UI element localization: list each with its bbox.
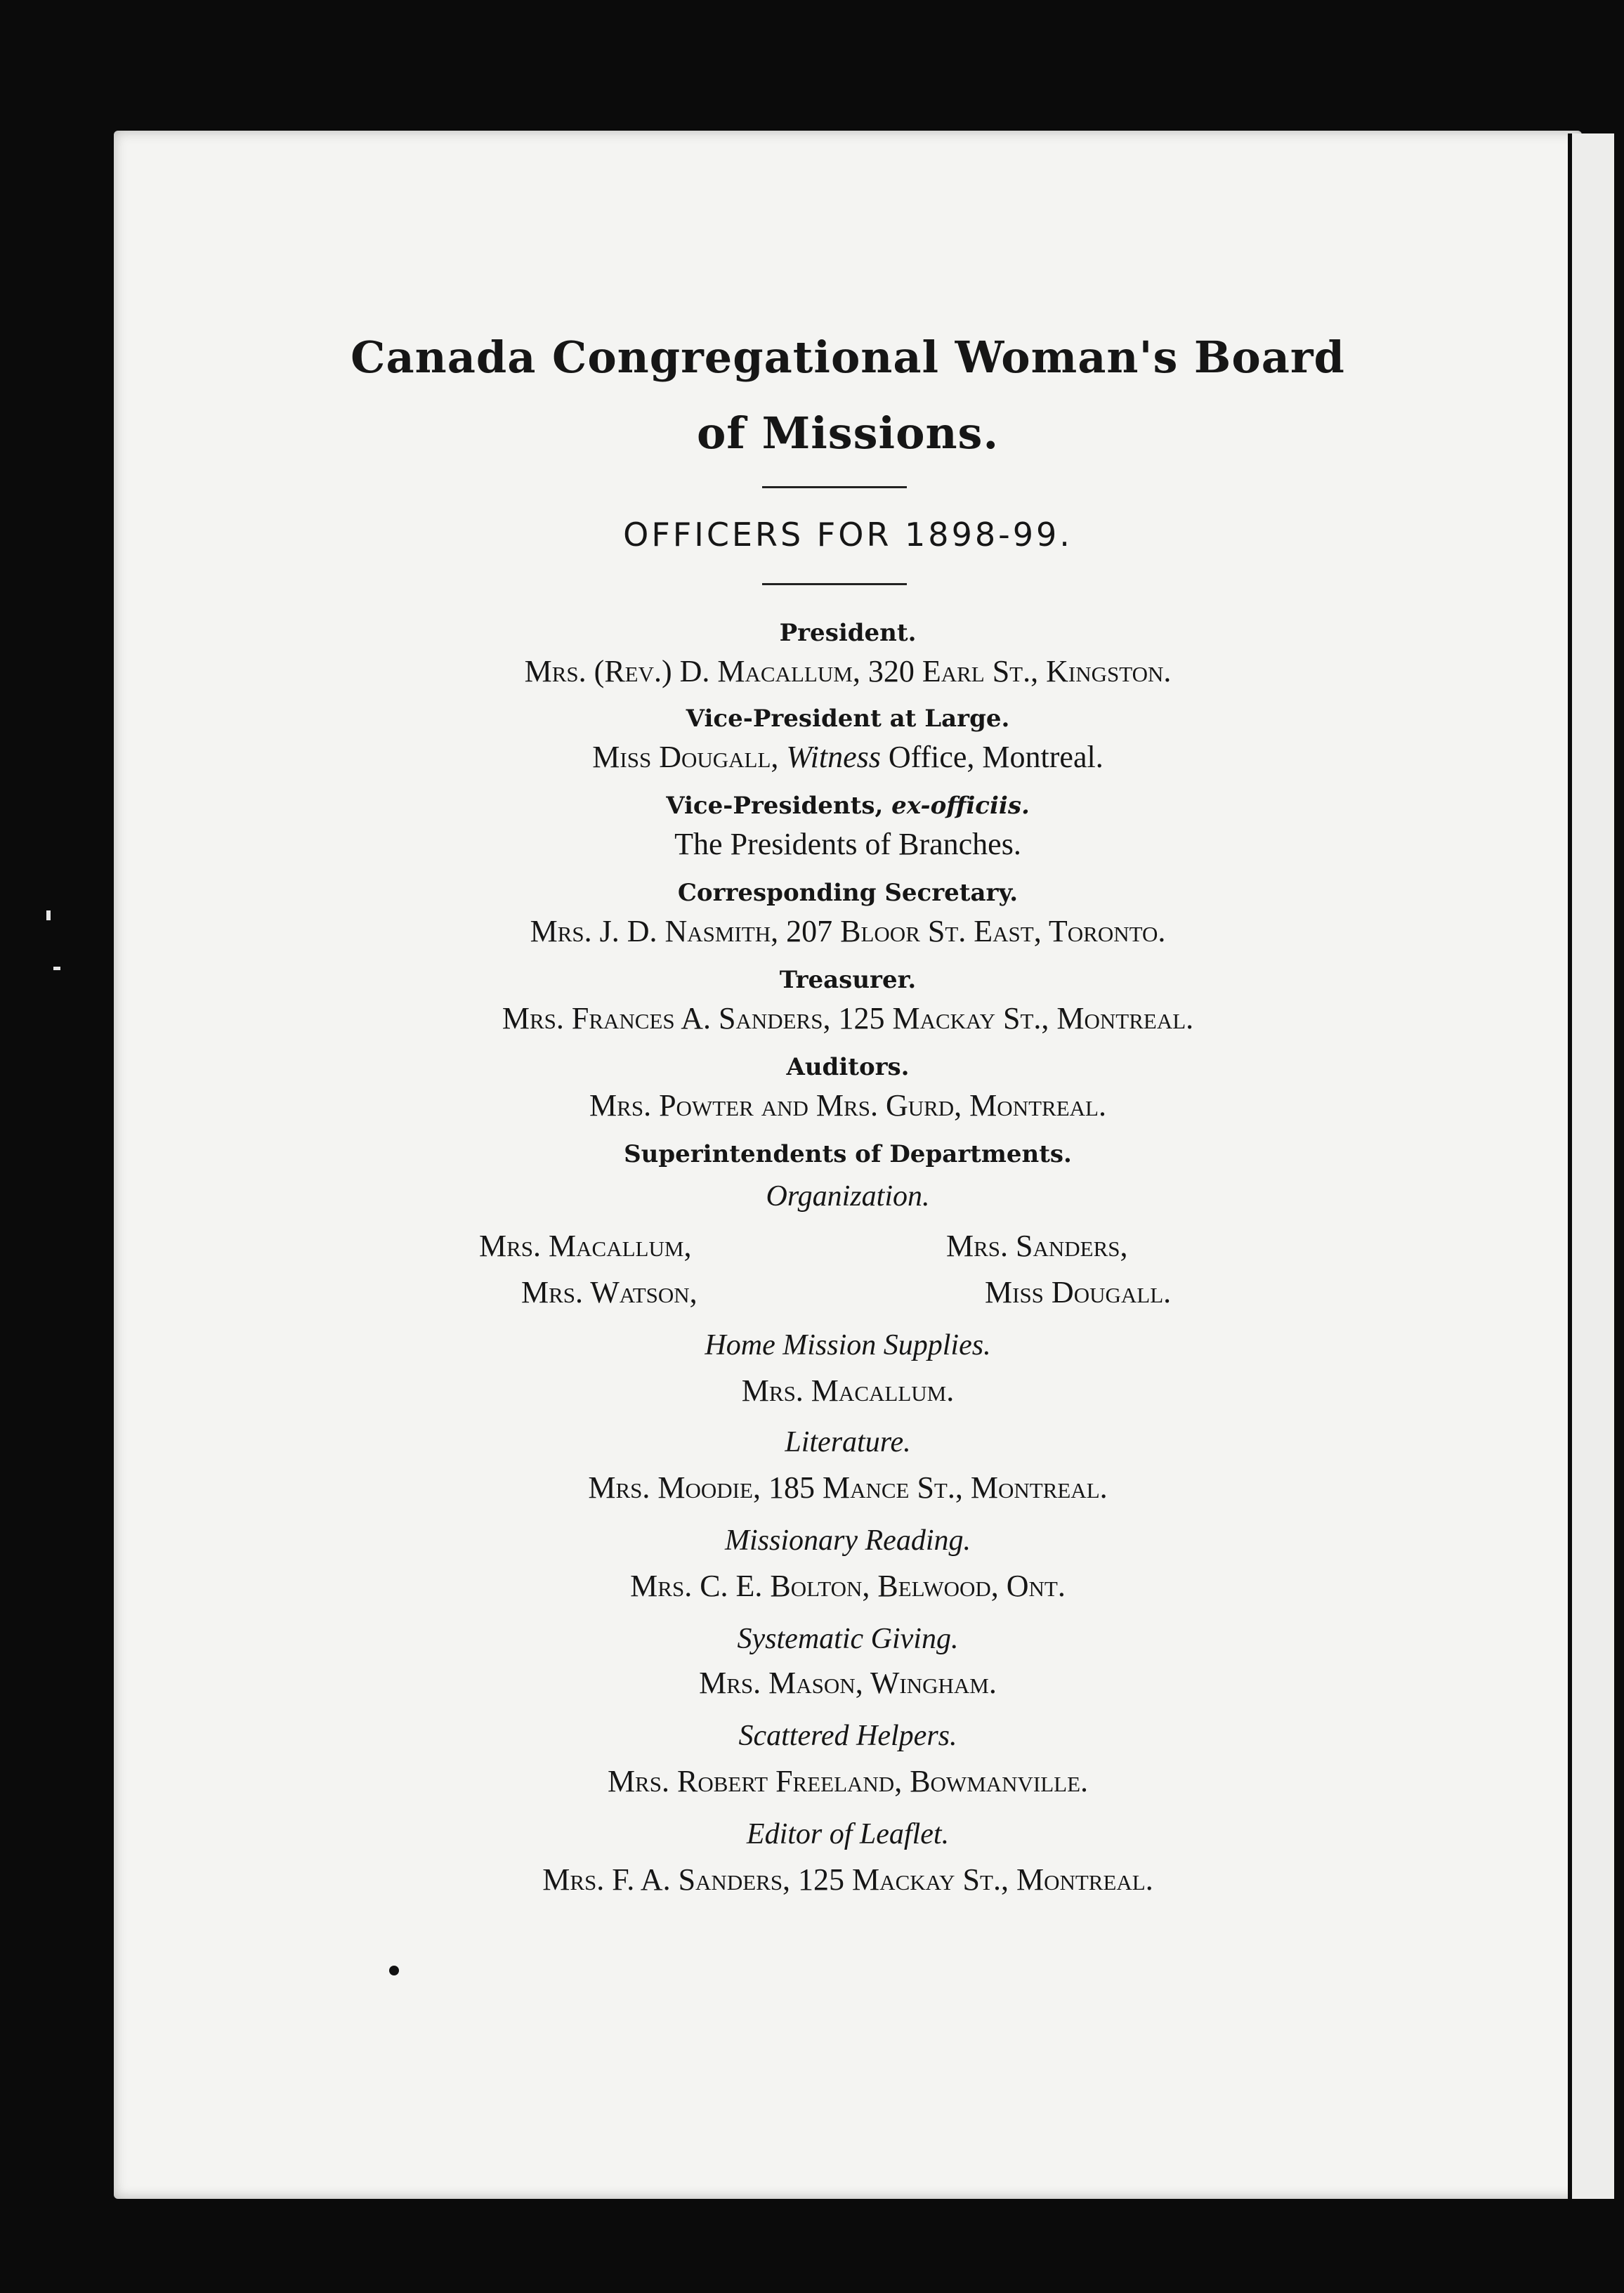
vp-large-heading: Vice-President at Large. <box>686 705 1010 733</box>
editor-text: Mrs. F. A. Sanders, 125 Mackay St., Montreal. <box>542 1862 1153 1897</box>
vp-large-text <box>114 742 1582 773</box>
title-line-2: of Missions. <box>696 407 1000 459</box>
scattered-helpers-text: Mrs. Robert Freeland, Bowmanville. <box>607 1764 1089 1798</box>
vp-exofficiis-italic: ex-officiis. <box>891 792 1030 820</box>
scattered-helpers-label: Scattered Helpers. <box>738 1720 957 1752</box>
vp-large-name: Miss Dougall, <box>592 740 787 774</box>
president-heading: President. <box>779 619 917 647</box>
vp-exofficiis-heading <box>114 794 1582 818</box>
home-mission-text: Mrs. Macallum. <box>741 1373 955 1408</box>
treasurer-text: Mrs. Frances A. Sanders, 125 Mackay St., Montreal. <box>502 1001 1194 1036</box>
literature-text: Mrs. Moodie, 185 Mance St., Montreal. <box>588 1470 1108 1505</box>
document-page <box>114 131 1582 2199</box>
vp-exofficiis-text: The Presidents of Branches. <box>674 827 1021 861</box>
scan-speck <box>46 910 51 920</box>
officers-rule <box>762 583 907 585</box>
treasurer-heading: Treasurer. <box>779 966 917 994</box>
vp-exofficiis-label: Vice-Presidents, <box>666 792 892 820</box>
missionary-reading-label: Missionary Reading. <box>725 1524 971 1557</box>
vp-large-office: Office, Montreal. <box>880 740 1104 774</box>
missionary-reading-text: Mrs. C. E. Bolton, Belwood, Ont. <box>630 1569 1066 1603</box>
organization-right-2: Miss Dougall. <box>985 1275 1172 1309</box>
literature-label: Literature. <box>785 1426 911 1458</box>
scan-speck <box>53 967 60 970</box>
ink-spot <box>389 1966 399 1975</box>
adjacent-page-edge <box>1568 133 1614 2199</box>
systematic-giving-text: Mrs. Mason, Wingham. <box>699 1666 997 1700</box>
officers-heading: OFFICERS FOR 1898-99. <box>623 516 1073 554</box>
corresponding-heading: Corresponding Secretary. <box>677 879 1019 907</box>
organization-label: Organization. <box>766 1180 930 1213</box>
editor-label: Editor of Leaflet. <box>746 1818 950 1850</box>
superintendents-heading: Superintendents of Departments. <box>624 1140 1072 1168</box>
corresponding-text: Mrs. J. D. Nasmith, 207 Bloor St. East, Toronto. <box>530 914 1166 948</box>
president-text: Mrs. (Rev.) D. Macallum, 320 Earl St., Kingston. <box>524 654 1172 688</box>
organization-left-2: Mrs. Watson, <box>521 1275 698 1309</box>
auditors-text: Mrs. Powter and Mrs. Gurd, Montreal. <box>589 1088 1106 1123</box>
auditors-heading: Auditors. <box>786 1053 910 1081</box>
vp-large-witness: Witness <box>786 740 881 774</box>
systematic-giving-label: Systematic Giving. <box>737 1623 959 1655</box>
organization-right-1: Mrs. Sanders, <box>946 1229 1128 1263</box>
home-mission-label: Home Mission Supplies. <box>705 1329 991 1361</box>
title-line-1: Canada Congregational Woman's Board <box>351 332 1345 383</box>
title-rule <box>762 486 907 488</box>
organization-left-1: Mrs. Macallum, <box>479 1229 692 1263</box>
